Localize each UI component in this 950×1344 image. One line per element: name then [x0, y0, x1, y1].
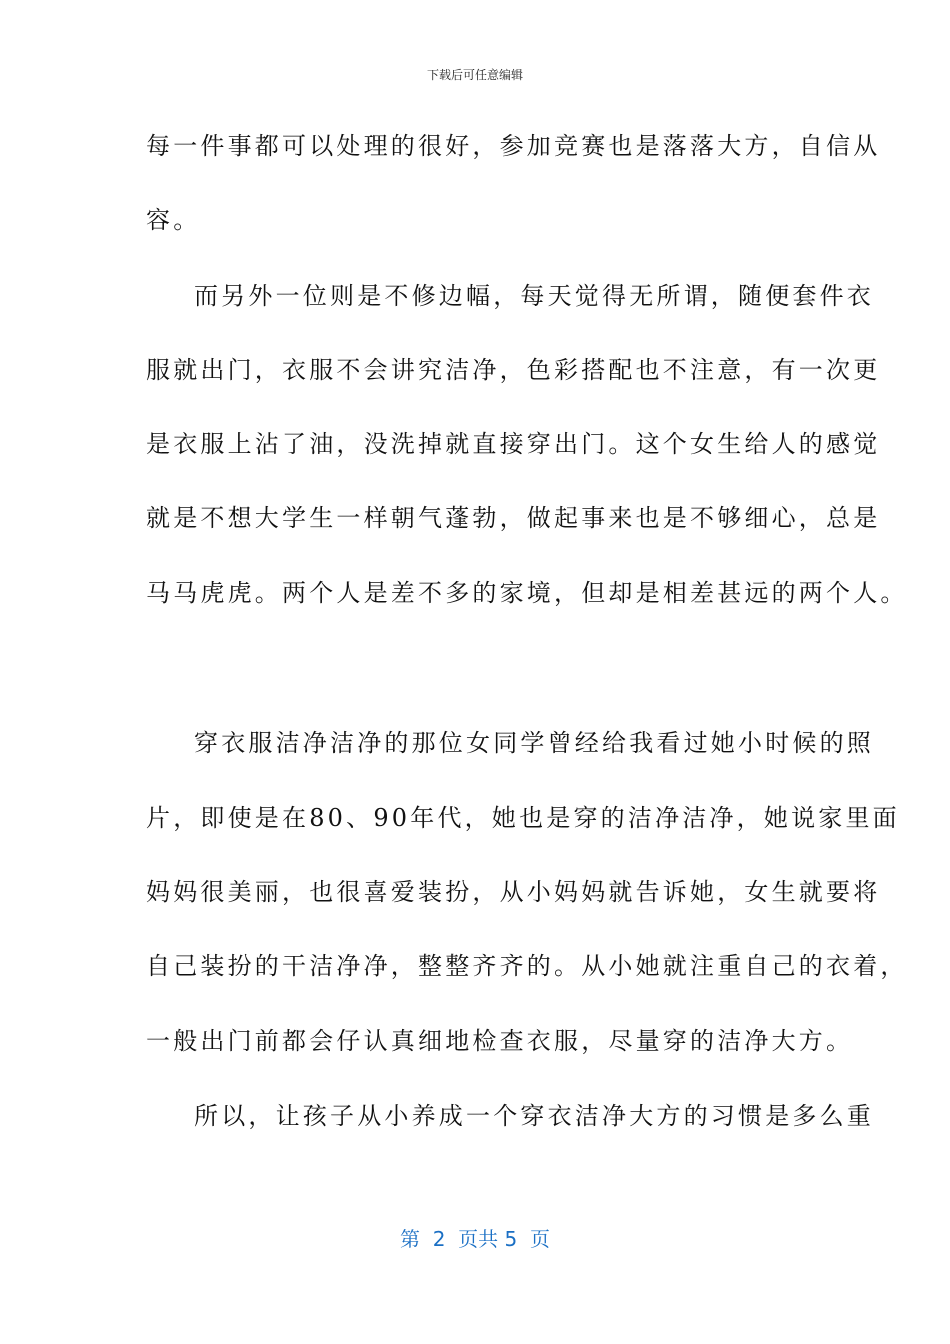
text-line: 就是不想大学生一样朝气蓬勃，做起事来也是不够细心，总是 — [146, 504, 881, 532]
text-line: 每一件事都可以处理的很好，参加竞赛也是落落大方，自信从 — [146, 132, 881, 160]
paragraph-start-line: 穿衣服洁净洁净的那位女同学曾经给我看过她小时候的照 — [194, 729, 874, 757]
page-header: 下载后可任意编辑 — [426, 68, 523, 82]
text-line: 片，即使是在80、90年代，她也是穿的洁净洁净，她说家里面 — [146, 804, 900, 832]
text-line: 服就出门，衣服不会讲究洁净，色彩搭配也不注意，有一次更 — [146, 356, 881, 384]
text-line: 是衣服上沾了油，没洗掉就直接穿出门。这个女生给人的感觉 — [146, 430, 881, 458]
text-line: 自己装扮的干洁净净，整整齐齐的。从小她就注重自己的衣着， — [146, 952, 908, 980]
text-line: 妈妈很美丽，也很喜爱装扮，从小妈妈就告诉她，女生就要将 — [146, 878, 881, 906]
text-line: 一般出门前都会仔认真细地检查衣服，尽量穿的洁净大方。 — [146, 1027, 854, 1055]
paragraph-start-line: 而另外一位则是不修边幅，每天觉得无所谓，随便套件衣 — [194, 282, 874, 310]
paragraph-start-line: 所以，让孩子从小养成一个穿衣洁净大方的习惯是多么重 — [194, 1102, 874, 1130]
page-number-footer: 第 2 页共 5 页 — [400, 1227, 550, 1251]
text-line: 容。 — [146, 206, 201, 234]
text-line: 马马虎虎。两个人是差不多的家境，但却是相差甚远的两个人。 — [146, 579, 908, 607]
